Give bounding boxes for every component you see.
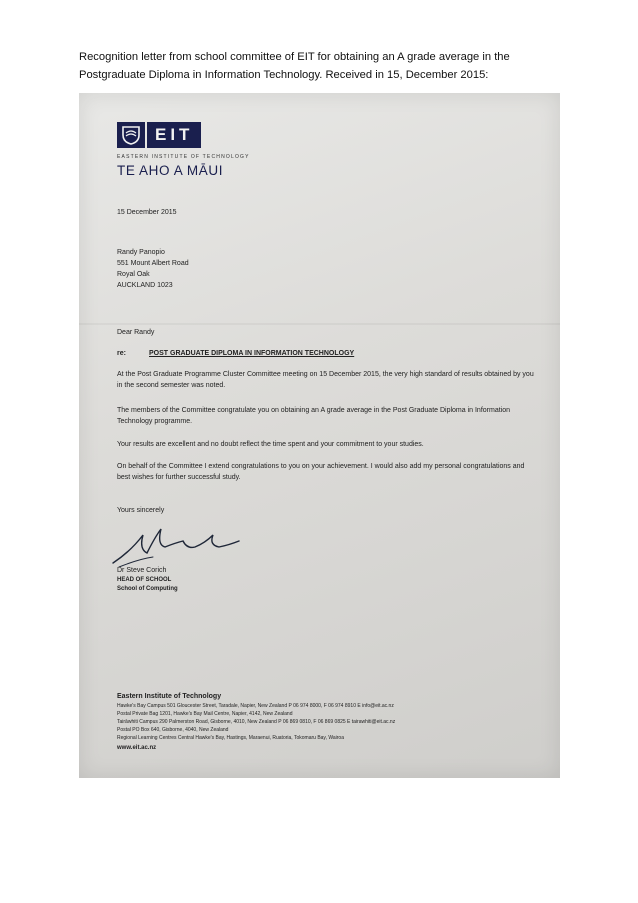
- salutation: Dear Randy: [117, 329, 155, 336]
- paragraph-2: The members of the Committee congratulate you on obtaining an A grade average in the Post Graduate Diploma in Information Technology programme.: [117, 407, 511, 425]
- institute-small-text: EASTERN INSTITUTE OF TECHNOLOGY: [117, 154, 250, 160]
- paragraph-4: On behalf of the Committee I extend congratulations to you on your achievement. I would also add my personal congratulations and best wishes for further successful study.: [117, 463, 525, 481]
- re-label: re:: [117, 350, 126, 357]
- recipient-address: [117, 247, 189, 291]
- eit-shield-icon: [117, 122, 145, 148]
- re-title: POST GRADUATE DIPLOMA IN INFORMATION TECHNOLOGY: [149, 350, 355, 357]
- address-line: AUCKLAND 1023: [117, 282, 173, 289]
- paper-fold: [79, 323, 560, 325]
- footer-row: Hawke's Bay Campus 501 Gloucester Street, Taradale, Napier, New Zealand P 06 974 8000, F 06 974 8910 E info@eit.ac.nz: [117, 703, 394, 709]
- footer-website: www.eit.ac.nz: [117, 745, 157, 751]
- signer-department: School of Computing: [117, 586, 178, 592]
- closing: Yours sincerely: [117, 507, 165, 514]
- letter-footer: [117, 693, 395, 751]
- address-line: Randy Panopio: [117, 249, 165, 256]
- letter-photo: [79, 93, 560, 778]
- footer-row: Regional Learning Centres Central Hawke's Bay, Hastings, Maraenui, Ruatoria, Tokomaru Bay, Wairoa: [117, 735, 344, 741]
- address-line: 551 Mount Albert Road: [117, 260, 189, 267]
- footer-heading: Eastern Institute of Technology: [117, 693, 222, 700]
- letter-date: 15 December 2015: [117, 209, 177, 216]
- eit-logo: [117, 122, 201, 148]
- footer-row: Postal Private Bag 1201, Hawke's Bay Mail Centre, Napier, 4142, New Zealand: [117, 711, 293, 717]
- caption: [79, 48, 549, 84]
- maori-name: TE AHO A MĀUI: [117, 163, 224, 178]
- signature-image: [109, 523, 249, 571]
- caption-line-2: Postgraduate Diploma in Information Technology. Received in 15, December 2015:: [79, 69, 489, 81]
- eit-logo-text: EIT: [147, 122, 201, 148]
- footer-row: Tairāwhiti Campus 290 Palmerston Road, Gisborne, 4010, New Zealand P 06 869 0810, F 06 869 0825 E tairawhiti@eit.ac.nz: [117, 719, 396, 725]
- signer-name: Dr Steve Corich: [117, 567, 167, 574]
- caption-line-1: Recognition letter from school committee of EIT for obtaining an A grade average in the: [79, 51, 510, 63]
- paragraph-1: At the Post Graduate Programme Cluster Committee meeting on 15 December 2015, the very high standard of results obtained by you in the second semester was noted.: [117, 371, 534, 389]
- paragraph-3: Your results are excellent and no doubt reflect the time spent and your commitment to your studies.: [117, 441, 424, 448]
- address-line: Royal Oak: [117, 271, 150, 278]
- footer-row: Postal PO Box 640, Gisborne, 4040, New Zealand: [117, 727, 229, 733]
- signer-title: HEAD OF SCHOOL: [117, 577, 172, 583]
